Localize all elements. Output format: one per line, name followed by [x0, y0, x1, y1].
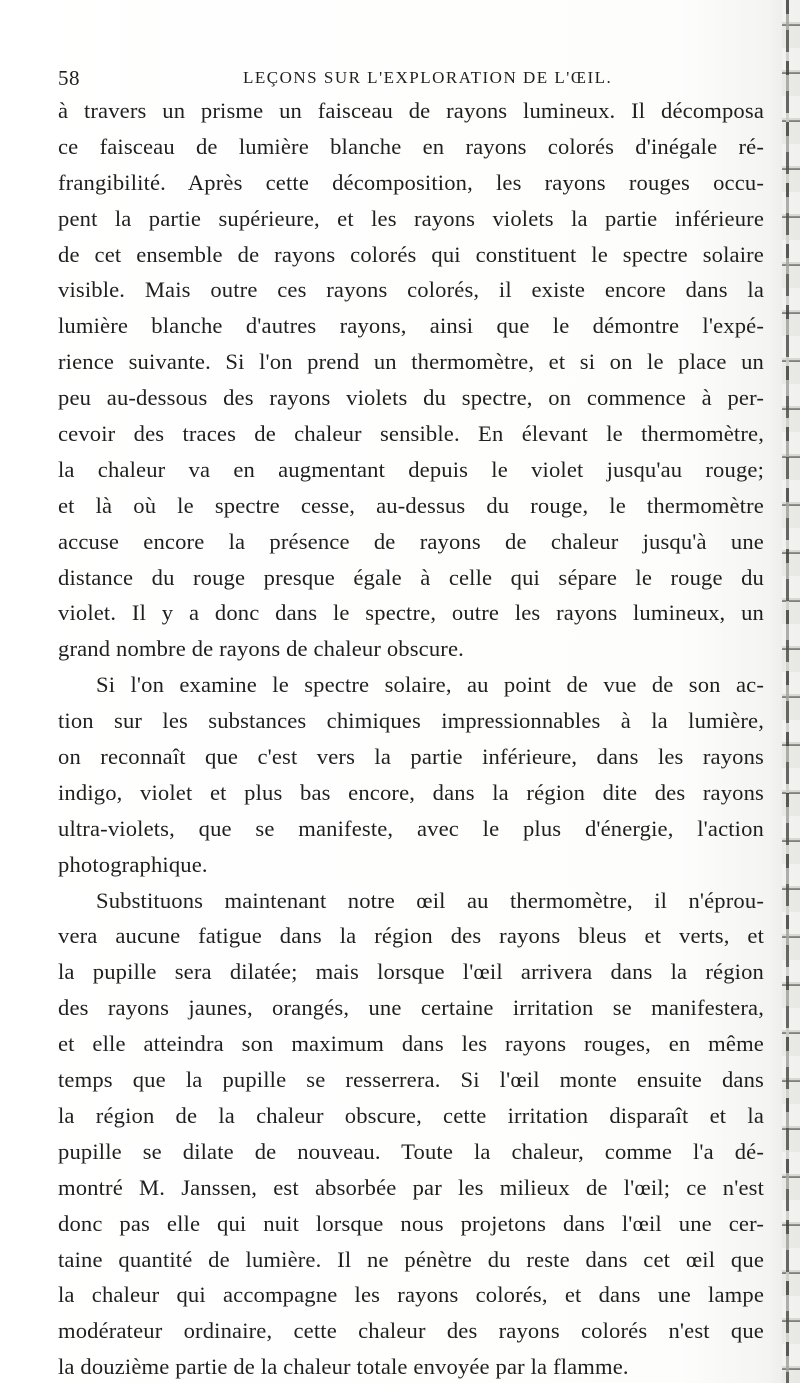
- text-line: visible. Mais outre ces rayons colorés, il existe encore dans la: [58, 277, 764, 303]
- text-line: tion sur les substances chimiques impressionnables à la lumière,: [58, 708, 764, 734]
- text-line: la douzième partie de la chaleur totale envoyée par la flamme.: [58, 1354, 629, 1380]
- text-line: la région de la chaleur obscure, cette irritation disparaît et la: [58, 1102, 764, 1128]
- text-line: ultra-violets, que se manifeste, avec le plus d'énergie, l'action: [58, 815, 764, 841]
- text-line: et elle atteindra son maximum dans les rayons rouges, en même: [58, 1031, 764, 1057]
- text-line: frangibilité. Après cette décomposition, les rayons rouges occu-: [58, 169, 764, 195]
- running-header: [58, 66, 760, 92]
- text-line: et là où le spectre cesse, au-dessus du rouge, le thermomètre: [58, 492, 764, 518]
- text-line: pent la partie supérieure, et les rayons violets la partie inférieure: [58, 205, 764, 231]
- text-line: montré M. Janssen, est absorbée par les milieux de l'œil; ce n'est: [58, 1174, 764, 1200]
- text-line: lumière blanche d'autres rayons, ainsi que le démontre l'expé-: [58, 313, 764, 339]
- text-line: distance du rouge presque égale à celle qui sépare le rouge du: [58, 564, 764, 590]
- paragraph-end-line: grand nombre de rayons de chaleur obscure.: [58, 636, 464, 662]
- text-line: taine quantité de lumière. Il ne pénètre du reste dans cet œil que: [58, 1246, 764, 1272]
- page-edge-shadow: [782, 0, 800, 1383]
- text-line: des rayons jaunes, orangés, une certaine irritation se manifestera,: [58, 995, 764, 1021]
- text-line: la pupille sera dilatée; mais lorsque l'œil arrivera dans la région: [58, 959, 764, 985]
- text-line: à travers un prisme un faisceau de rayons lumineux. Il décomposa: [58, 98, 764, 123]
- text-line: pupille se dilate de nouveau. Toute la chaleur, comme l'a dé-: [58, 1138, 764, 1164]
- paragraph-start-line: Substituons maintenant notre œil au thermomètre, il n'éprou-: [96, 887, 764, 913]
- text-line: ce faisceau de lumière blanche en rayons colorés d'inégale ré-: [58, 133, 764, 159]
- text-line: indigo, violet et plus bas encore, dans la région dite des rayons: [58, 779, 764, 805]
- text-line: la chaleur qui accompagne les rayons colorés, et dans une lampe: [58, 1282, 764, 1308]
- text-line: modérateur ordinaire, cette chaleur des rayons colorés n'est que: [58, 1318, 764, 1344]
- text-line: on reconnaît que c'est vers la partie inférieure, dans les rayons: [58, 744, 764, 770]
- text-line: temps que la pupille se resserrera. Si l'œil monte ensuite dans: [58, 1067, 764, 1093]
- running-title: LEÇONS SUR L'EXPLORATION DE L'ŒIL.: [243, 68, 613, 87]
- text-line: la chaleur va en augmentant depuis le violet jusqu'au rouge;: [58, 456, 764, 482]
- text-line: accuse encore la présence de rayons de chaleur jusqu'à une: [58, 528, 764, 554]
- paragraph-start-line: Si l'on examine le spectre solaire, au point de vue de son ac-: [96, 672, 764, 698]
- text-line: de cet ensemble de rayons colorés qui constituent le spectre solaire: [58, 241, 764, 267]
- paragraph-end-line: photographique.: [58, 851, 208, 877]
- text-line: donc pas elle qui nuit lorsque nous projetons dans l'œil une cer-: [58, 1210, 764, 1236]
- text-line: peu au-dessous des rayons violets du spectre, on commence à per-: [58, 385, 764, 411]
- text-line: vera aucune fatigue dans la région des rayons bleus et verts, et: [58, 923, 764, 949]
- body-text: [58, 93, 764, 1385]
- page-number: 58: [58, 66, 80, 90]
- text-line: cevoir des traces de chaleur sensible. En élevant le thermomètre,: [58, 421, 764, 447]
- text-line: rience suivante. Si l'on prend un thermomètre, et si on le place un: [58, 349, 764, 375]
- text-line: violet. Il y a donc dans le spectre, outre les rayons lumineux, un: [58, 600, 764, 626]
